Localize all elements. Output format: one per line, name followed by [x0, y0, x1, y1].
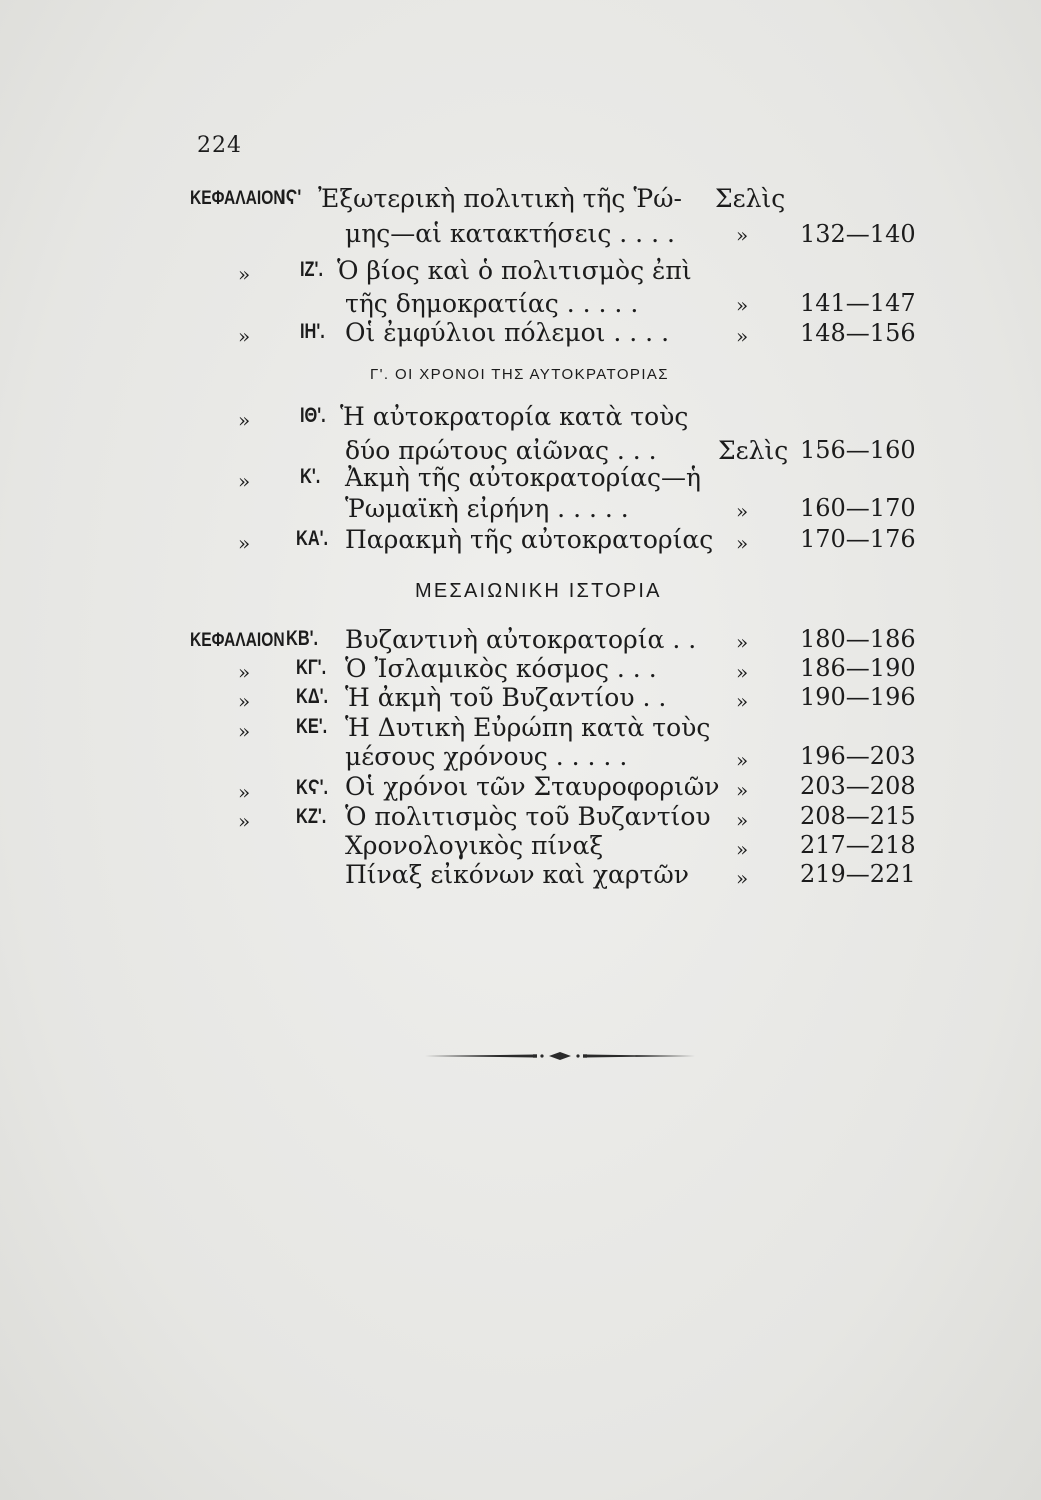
- entry-title: Ἐξωτερικὴ πολιτικὴ τῆς Ῥώ-: [318, 184, 682, 213]
- ditto-mark: »: [238, 262, 251, 286]
- page-label: Σελὶς: [718, 436, 789, 465]
- entry-title: Ὁ βίος καὶ ὁ πολιτισμὸς ἐπὶ: [337, 256, 692, 285]
- chapter-number: ΚΓ'.: [296, 656, 327, 679]
- page-label: Σελὶς: [715, 184, 786, 213]
- main-heading: ΜΕΣΑΙΩΝΙΚΗ ΙΣΤΟΡΙΑ: [415, 580, 662, 602]
- ditto-mark: »: [736, 808, 749, 832]
- ditto-mark: »: [238, 469, 251, 493]
- chapter-number: ΚΖ'.: [296, 805, 327, 828]
- page-range: 170—176: [800, 525, 916, 553]
- ditto-mark: »: [736, 748, 749, 772]
- ditto-mark: »: [736, 223, 749, 247]
- ditto-mark: »: [736, 293, 749, 317]
- chapter-number: ΙΖ'.: [300, 258, 324, 281]
- entry-title: Ἡ Δυτικὴ Εὐρώπη κατὰ τοὺς: [345, 713, 711, 742]
- page-range: 219—221: [800, 860, 916, 888]
- ditto-mark: »: [736, 866, 749, 890]
- entry-title: Παρακμὴ τῆς αὐτοκρατορίας: [345, 525, 714, 554]
- ditto-mark: »: [238, 408, 251, 432]
- page-range: 180—186: [800, 625, 916, 653]
- chapter-number: ΙΗ'.: [300, 320, 325, 343]
- chapter-number: ΙΘ'.: [300, 404, 326, 427]
- ditto-mark: »: [238, 689, 251, 713]
- ditto-mark: »: [736, 531, 749, 555]
- chapter-number: ΚΕ'.: [296, 715, 328, 738]
- ditto-mark: »: [736, 324, 749, 348]
- chapter-number: Κ'.: [300, 465, 321, 488]
- chapter-number: ΚΔ'.: [296, 685, 329, 708]
- entry-title: Πίναξ εἰκόνων καὶ χαρτῶν: [345, 860, 689, 889]
- ditto-mark: »: [736, 689, 749, 713]
- ditto-mark: »: [736, 837, 749, 861]
- entry-title: Ἀκμὴ τῆς αὐτοκρατορίας—ἡ: [345, 463, 702, 492]
- chapter-number: ΚΑ'.: [296, 527, 329, 550]
- ditto-mark: »: [736, 778, 749, 802]
- page-number: 224: [197, 133, 242, 158]
- page-range: 156—160: [800, 436, 916, 464]
- page-range: 132—140: [800, 220, 916, 248]
- ditto-mark: »: [238, 660, 251, 684]
- ditto-mark: »: [238, 531, 251, 555]
- entry-title: Βυζαντινὴ αὐτοκρατορία . .: [345, 625, 697, 654]
- entry-title: Ἡ αὐτοκρατορία κατὰ τοὺς: [340, 402, 689, 431]
- page-range: 148—156: [800, 319, 916, 347]
- entry-title-cont: Ῥωμαϊκὴ εἰρήνη . . . . .: [345, 494, 629, 523]
- ditto-mark: »: [736, 630, 749, 654]
- chapter-number: ΚϚ'.: [296, 776, 329, 799]
- entry-title: Ἡ ἀκμὴ τοῦ Βυζαντίου . .: [345, 683, 667, 712]
- section-label: ΚΕΦΑΛΑΙΟΝ: [190, 188, 285, 209]
- entry-title: Οἱ ἐμφύλιοι πόλεμοι . . . .: [345, 318, 670, 347]
- page-range: 203—208: [800, 772, 916, 800]
- page-range: 190—196: [800, 683, 916, 711]
- chapter-number: ΚΒ'.: [286, 627, 319, 650]
- ditto-mark: »: [238, 719, 251, 743]
- ornament-divider: [425, 1050, 695, 1062]
- ditto-mark: »: [238, 809, 251, 833]
- section-label: ΚΕΦΑΛΑΙΟΝ: [190, 630, 285, 651]
- page-range: 141—147: [800, 289, 916, 317]
- chapter-number: ΙϚ': [281, 186, 302, 209]
- entry-title: Οἱ χρόνοι τῶν Σταυροφοριῶν: [345, 772, 720, 801]
- entry-title: Ὁ πολιτισμὸς τοῦ Βυζαντίου: [345, 802, 711, 831]
- page-range: 196—203: [800, 742, 916, 770]
- entry-title-cont: δύο πρώτους αἰῶνας . . .: [345, 436, 657, 465]
- entry-title: Ὁ Ἰσλαμικὸς κόσμος . . .: [345, 654, 657, 683]
- ditto-mark: »: [238, 780, 251, 804]
- ditto-mark: »: [238, 324, 251, 348]
- part-heading: Γ'. ΟΙ ΧΡΟΝΟΙ ΤΗΣ ΑΥΤΟΚΡΑΤΟΡΙΑΣ: [370, 366, 669, 383]
- page-range: 160—170: [800, 494, 916, 522]
- entry-title: Χρονολογικὸς πίναξ: [345, 831, 604, 860]
- entry-title-cont: τῆς δημοκρατίας . . . . .: [345, 289, 639, 318]
- page-range: 186—190: [800, 654, 916, 682]
- ditto-mark: »: [736, 660, 749, 684]
- page-range: 208—215: [800, 802, 916, 830]
- ditto-mark: »: [736, 499, 749, 523]
- entry-title-cont: μέσους χρόνους . . . . .: [345, 742, 628, 771]
- page-range: 217—218: [800, 831, 916, 859]
- entry-title-cont: μης—αἱ κατακτήσεις . . . .: [345, 219, 675, 248]
